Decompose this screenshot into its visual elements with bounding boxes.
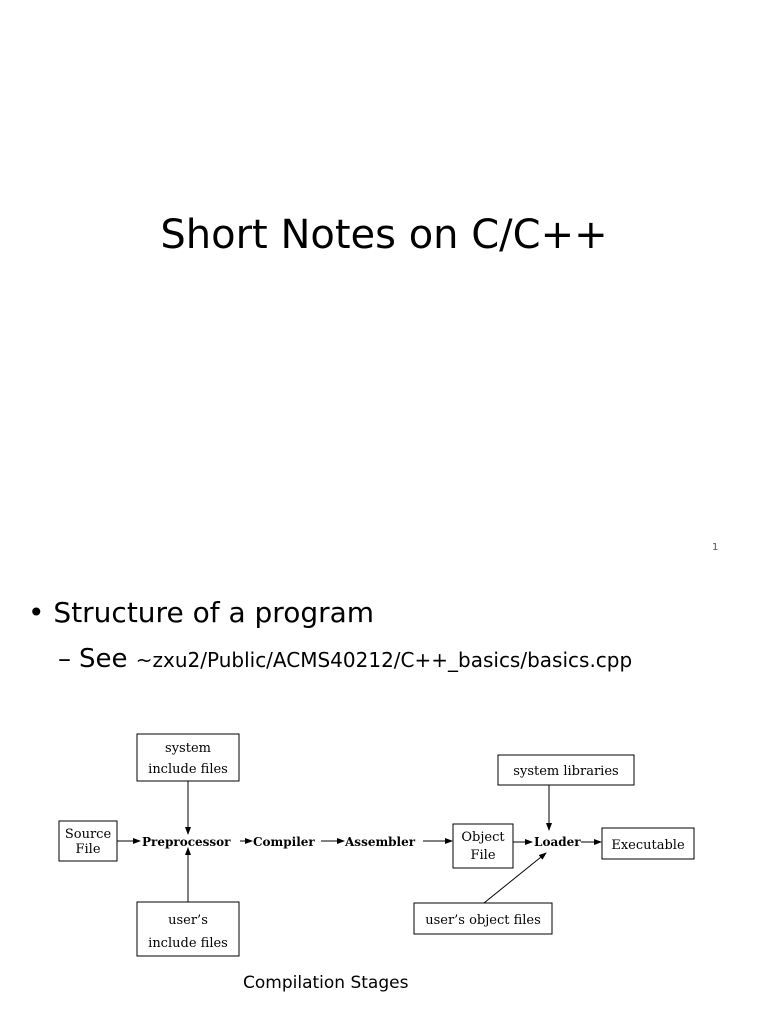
system-include-label-1: system — [165, 741, 211, 756]
user-include-label-1: user’s — [168, 913, 208, 928]
source-file-label-2: File — [75, 842, 101, 857]
user-object-files-label: user’s object files — [425, 913, 541, 928]
user-include-label-2: include files — [148, 936, 228, 951]
bullet-item — [28, 596, 374, 629]
compilation-diagram — [0, 720, 768, 970]
sub-bullet-dash: – — [58, 644, 71, 674]
executable-label: Executable — [611, 838, 685, 853]
sub-bullet-item — [58, 644, 632, 674]
system-libraries-label: system libraries — [513, 764, 619, 779]
loader-label: Loader — [534, 835, 581, 849]
source-file-label-1: Source — [64, 827, 112, 842]
system-include-label-2: include files — [148, 762, 228, 777]
bullet-text: Structure of a program — [53, 596, 375, 629]
slide-title: Short Notes on C/C++ — [160, 212, 608, 258]
slide-number: 1 — [712, 542, 719, 553]
bullet-glyph: • — [28, 596, 45, 629]
figure-caption: Compilation Stages — [243, 973, 409, 993]
assembler-label: Assembler — [345, 835, 416, 849]
file-path: ~zxu2/Public/ACMS40212/C++_basics/basics.cpp — [135, 648, 633, 672]
sub-bullet-lead: See — [79, 644, 128, 674]
compiler-label: Compiler — [253, 835, 315, 849]
preprocessor-label: Preprocessor — [142, 835, 231, 849]
object-file-label-2: File — [470, 848, 496, 863]
object-file-label-1: Object — [461, 830, 505, 845]
